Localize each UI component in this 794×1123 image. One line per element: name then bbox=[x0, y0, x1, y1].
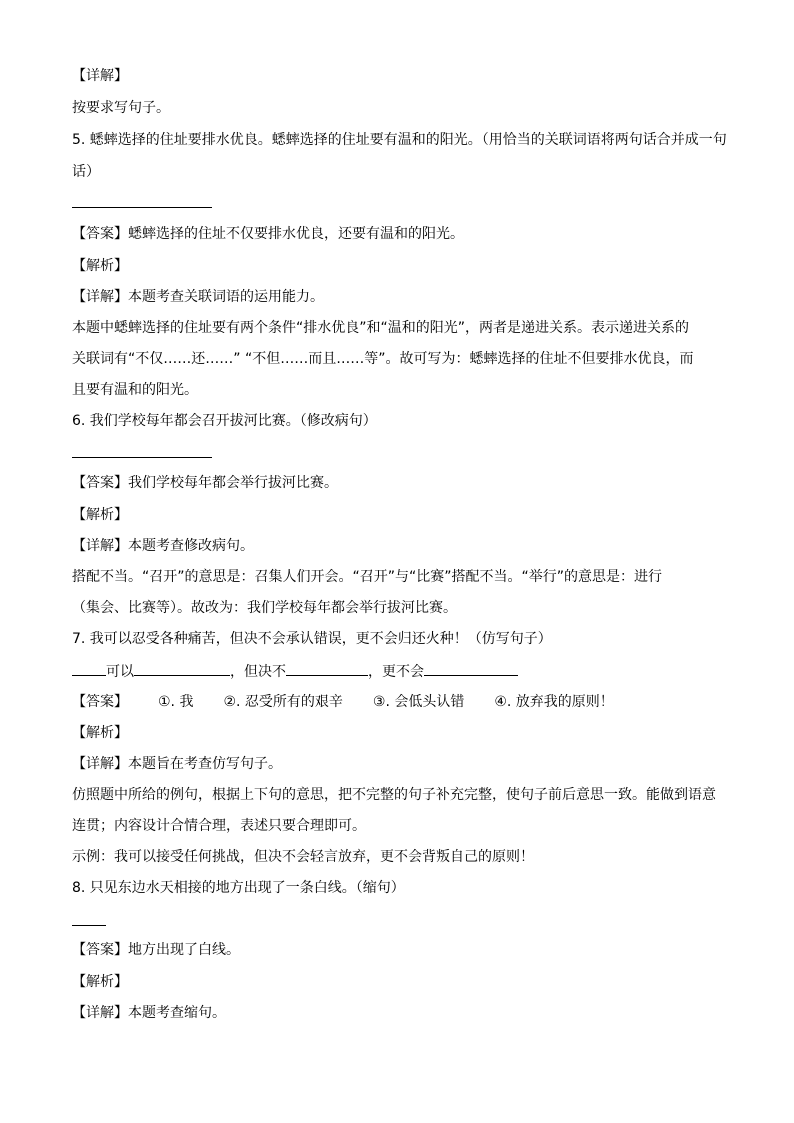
question-5: 5. 蟋蟀选择的住址要排水优良。蟋蟀选择的住址要有温和的阳光。（用恰当的关联词语将两句话合并成一句 bbox=[72, 132, 727, 148]
answer-tag: 【答案】 bbox=[72, 226, 128, 242]
answer-line bbox=[72, 692, 614, 712]
fill-text: ，更不会 bbox=[368, 664, 424, 680]
answer-line bbox=[72, 940, 240, 960]
fill-blank bbox=[424, 661, 518, 676]
fill-blank bbox=[72, 661, 106, 676]
section-heading: 【详解】 bbox=[72, 68, 128, 84]
question-5-cont: 话） bbox=[72, 164, 100, 180]
paragraph: 本题中蟋蟀选择的住址要有两个条件“排水优良”和“温和的阳光”，两者是递进关系。表示递进关系的 bbox=[72, 320, 690, 336]
answer-tag: 【答案】 bbox=[72, 475, 128, 491]
paragraph: 关联词有“不仅……还……” “不但……而且……等”。故可写为：蟋蟀选择的住址不但要排水优良，而 bbox=[72, 351, 694, 367]
fill-blank bbox=[134, 661, 230, 676]
paragraph: 且要有温和的阳光。 bbox=[72, 382, 198, 398]
answer-option-2: ②. 忍受所有的艰辛 bbox=[223, 694, 343, 710]
answer-option-4: ④. 放弃我的原则！ bbox=[494, 694, 614, 710]
answer-line bbox=[72, 224, 464, 244]
answer-blank-line bbox=[72, 207, 212, 208]
paragraph: 连贯；内容设计合情合理，表述只要合理即可。 bbox=[72, 818, 366, 834]
answer-text: 地方出现了白线。 bbox=[128, 942, 240, 958]
paragraph: （集会、比赛等）。故改为：我们学校每年都会举行拔河比赛。 bbox=[72, 600, 457, 616]
answer-option-1: ①. 我 bbox=[158, 694, 194, 710]
answer-line bbox=[72, 473, 338, 493]
analysis-heading: 【解析】 bbox=[72, 258, 128, 274]
detail-text: 本题考查缩句。 bbox=[128, 1005, 226, 1021]
answer-blank-line bbox=[72, 457, 212, 458]
detail-line bbox=[72, 536, 254, 556]
answer-blank-line bbox=[72, 925, 106, 926]
detail-line bbox=[72, 287, 324, 307]
detail-tag: 【详解】 bbox=[72, 289, 128, 305]
answer-tag: 【答案】 bbox=[72, 694, 128, 710]
detail-tag: 【详解】 bbox=[72, 756, 128, 772]
analysis-heading: 【解析】 bbox=[72, 507, 128, 523]
fill-blank bbox=[286, 661, 368, 676]
fill-text: 可以 bbox=[106, 664, 134, 680]
fill-text: ，但决不 bbox=[230, 664, 286, 680]
paragraph: 搭配不当。“召开”的意思是：召集人们开会。“召开”与“比赛”搭配不当。“举行”的意思是：进行 bbox=[72, 569, 663, 585]
paragraph: 按要求写句子。 bbox=[72, 100, 170, 116]
fill-in-sentence bbox=[72, 661, 518, 682]
paragraph: 仿照题中所给的例句，根据上下句的意思，把不完整的句子补充完整，使句子前后意思一致。能做到语意 bbox=[72, 787, 716, 803]
detail-text: 本题旨在考查仿写句子。 bbox=[128, 756, 282, 772]
detail-text: 本题考查修改病句。 bbox=[128, 538, 254, 554]
paragraph: 示例：我可以接受任何挑战，但决不会轻言放弃，更不会背叛自己的原则！ bbox=[72, 849, 534, 865]
question-6: 6. 我们学校每年都会召开拔河比赛。（修改病句） bbox=[72, 413, 377, 429]
answer-tag: 【答案】 bbox=[72, 942, 128, 958]
detail-line bbox=[72, 754, 282, 774]
answer-text: 我们学校每年都会举行拔河比赛。 bbox=[128, 475, 338, 491]
detail-tag: 【详解】 bbox=[72, 538, 128, 554]
detail-line bbox=[72, 1003, 226, 1023]
question-8: 8. 只见东边水天相接的地方出现了一条白线。（缩句） bbox=[72, 880, 405, 896]
detail-text: 本题考查关联词语的运用能力。 bbox=[128, 289, 324, 305]
analysis-heading: 【解析】 bbox=[72, 725, 128, 741]
detail-tag: 【详解】 bbox=[72, 1005, 128, 1021]
question-7: 7. 我可以忍受各种痛苦，但决不会承认错误，更不会归还火种！（仿写句子） bbox=[72, 631, 552, 647]
analysis-heading: 【解析】 bbox=[72, 974, 128, 990]
answer-text: 蟋蟀选择的住址不仅要排水优良，还要有温和的阳光。 bbox=[128, 226, 464, 242]
answer-option-3: ③. 会低头认错 bbox=[372, 694, 465, 710]
